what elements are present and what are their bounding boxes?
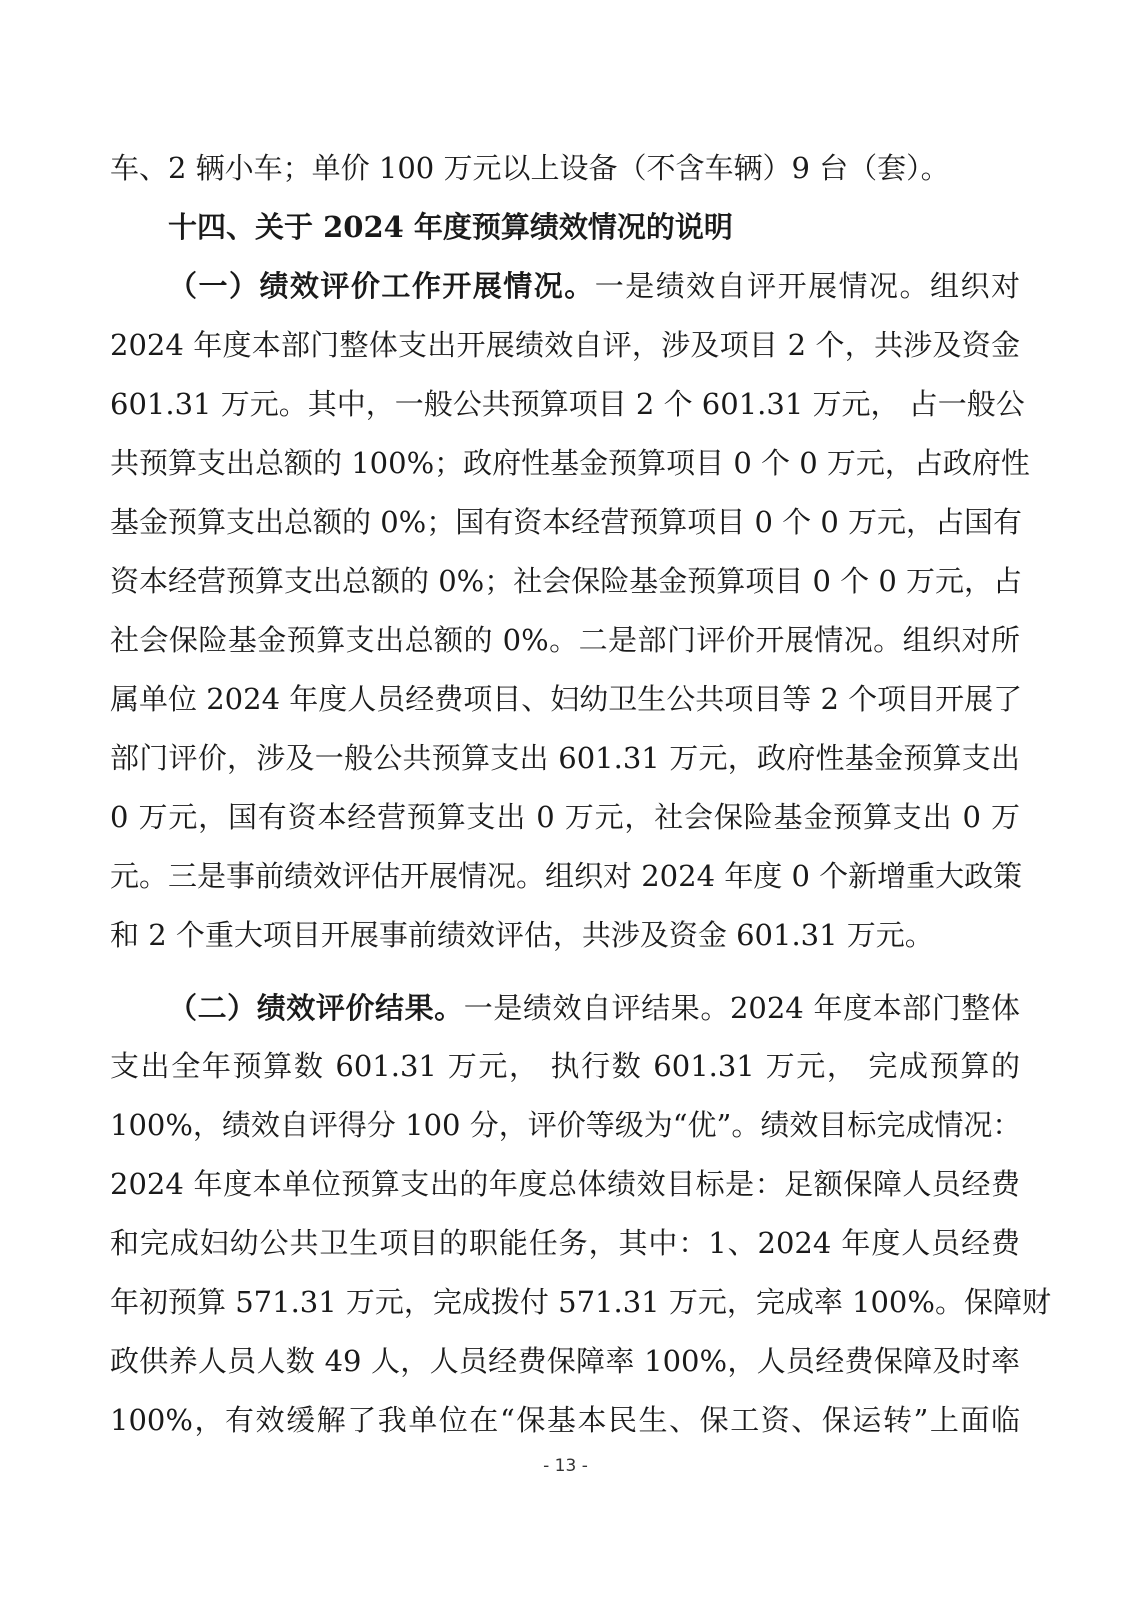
lead-text: 一是绩效自评结果。2024 年度本部门整体 — [463, 991, 1020, 1025]
text-line: 和完成妇幼公共卫生项目的职能任务，其中：1、2024 年度人员经费 — [110, 1226, 1020, 1260]
text-line: 2024 年度本单位预算支出的年度总体绩效目标是：足额保障人员经费 — [110, 1167, 1020, 1201]
text-line: 政供养人员人数 49 人，人员经费保障率 100%，人员经费保障及时率 — [110, 1344, 1020, 1378]
text-line: 社会保险基金预算支出总额的 0%。二是部门评价开展情况。组织对所 — [110, 623, 1020, 657]
text-line: 车、2 辆小车；单价 100 万元以上设备（不含车辆）9 台（套）。 — [110, 151, 950, 185]
text-line: 100%，绩效自评得分 100 分，评价等级为“优”。绩效目标完成情况： — [110, 1108, 1022, 1142]
text-line: 资本经营预算支出总额的 0%；社会保险基金预算项目 0 个 0 万元，占 — [110, 564, 1023, 598]
text-line: 部门评价，涉及一般公共预算支出 601.31 万元，政府性基金预算支出 — [110, 741, 1020, 775]
section-heading: 十四、关于 2024 年度预算绩效情况的说明 — [168, 210, 733, 244]
subsection-heading: （二）绩效评价结果。 — [168, 991, 464, 1025]
text-line: 601.31 万元。其中，一般公共预算项目 2 个 601.31 万元， 占一般公 — [110, 387, 1025, 421]
text-line: 属单位 2024 年度人员经费项目、妇幼卫生公共项目等 2 个项目开展了 — [110, 682, 1023, 716]
page-number: - 13 - — [543, 1456, 588, 1476]
text-line: 共预算支出总额的 100%；政府性基金预算项目 0 个 0 万元，占政府性 — [110, 446, 1030, 480]
text-line: 年初预算 571.31 万元，完成拨付 571.31 万元，完成率 100%。保障财 — [110, 1285, 1051, 1319]
text-line: 2024 年度本部门整体支出开展绩效自评，涉及项目 2 个，共涉及资金 — [110, 328, 1020, 362]
subsection-heading: （一）绩效评价工作开展情况。 — [168, 269, 595, 303]
text-line: 元。三是事前绩效评估开展情况。组织对 2024 年度 0 个新增重大政策 — [110, 859, 1023, 893]
text-line: 100%，有效缓解了我单位在“保基本民生、保工资、保运转”上面临 — [110, 1403, 1020, 1437]
paragraph-lead-line — [168, 988, 1020, 1028]
text-line: 支出全年预算数 601.31 万元， 执行数 601.31 万元， 完成预算的 — [110, 1049, 1020, 1083]
lead-text: 一是绩效自评开展情况。组织对 — [594, 269, 1020, 303]
text-line: 0 万元，国有资本经营预算支出 0 万元，社会保险基金预算支出 0 万 — [110, 800, 1020, 834]
text-line: 和 2 个重大项目开展事前绩效评估，共涉及资金 601.31 万元。 — [110, 918, 934, 952]
paragraph-lead-line — [168, 266, 1020, 306]
text-line: 基金预算支出总额的 0%；国有资本经营预算项目 0 个 0 万元，占国有 — [110, 505, 1023, 539]
